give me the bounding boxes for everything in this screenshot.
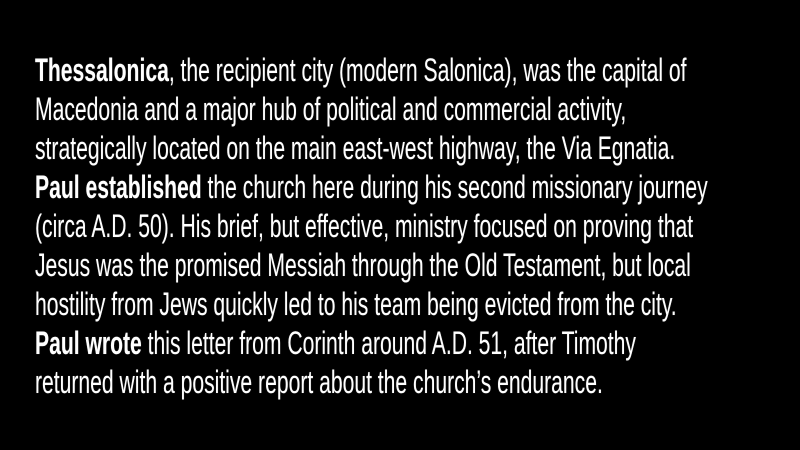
text-segment: hostility from Jews quickly led to his team being evicted from the city. — [35, 286, 677, 322]
text-line-4 — [35, 168, 800, 207]
text-segment: the church here during his second missionary journey — [201, 169, 708, 205]
text-segment: , the recipient city (modern Salonica), was the capital of — [168, 52, 687, 88]
text-segment: returned with a positive report about the church’s endurance. — [35, 364, 603, 400]
text-line-2 — [35, 90, 800, 129]
text-segment: Jesus was the promised Messiah through the Old Testament, but local — [35, 247, 691, 283]
text-line-9 — [35, 363, 800, 402]
bold-text-segment: Paul wrote — [35, 325, 142, 361]
bold-text-segment: Paul established — [35, 169, 202, 205]
text-line-1 — [35, 51, 800, 90]
bold-text-segment: Thessalonica — [35, 52, 169, 88]
text-line-5 — [35, 207, 800, 246]
text-segment: this letter from Corinth around A.D. 51, after Timothy — [141, 325, 636, 361]
text-line-8 — [35, 324, 800, 363]
text-segment: strategically located on the main east-west highway, the Via Egnatia. — [35, 130, 676, 166]
text-line-7 — [35, 285, 800, 324]
text-line-6 — [35, 246, 800, 285]
text-line-3 — [35, 129, 800, 168]
text-segment: Macedonia and a major hub of political and commercial activity, — [35, 91, 627, 127]
slide-text-block — [35, 51, 800, 402]
text-segment: (circa A.D. 50). His brief, but effective, ministry focused on proving that — [35, 208, 694, 244]
